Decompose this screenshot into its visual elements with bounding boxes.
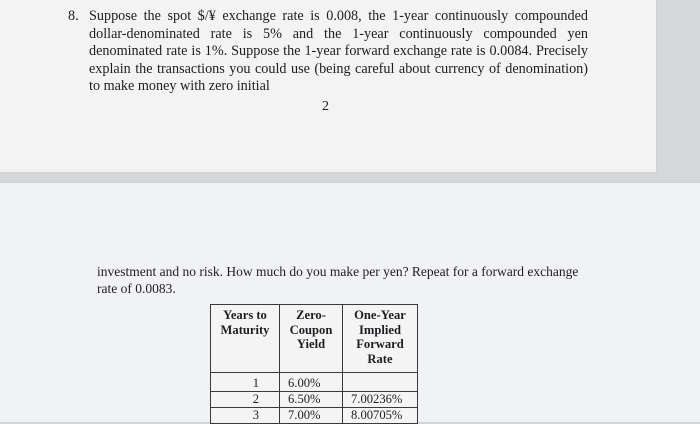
yield-table <box>210 304 418 424</box>
document-page-top <box>0 0 656 172</box>
header-zero-coupon: Zero-Coupon Yield <box>280 305 343 373</box>
cell-maturity: 1 <box>211 373 280 392</box>
cell-zero-coupon: 6.00% <box>280 373 343 392</box>
cell-forward <box>343 373 418 392</box>
continuation-text: investment and no risk. How much do you make per yen? Repeat for a forward exchange rate of 0.0083. <box>97 264 579 296</box>
cell-maturity: 2 <box>211 392 280 408</box>
page-number: 2 <box>322 99 329 114</box>
header-forward-rate: One-Year Implied Forward Rate <box>343 305 418 373</box>
problem-number: 8. <box>68 8 79 24</box>
cell-forward: 7.00236% <box>343 392 418 408</box>
table-row <box>211 392 418 408</box>
cell-zero-coupon: 6.50% <box>280 392 343 408</box>
cell-zero-coupon: 7.00% <box>280 408 343 424</box>
cell-forward: 8.00705% <box>343 408 418 424</box>
problem-statement <box>68 8 588 96</box>
table-header-row <box>211 305 418 373</box>
problem-text: Suppose the spot $/¥ exchange rate is 0.008, the 1-year continuously compounded dollar-denominated rate is 5% and the 1-year continuously compounded yen denominated rate is 1%. Suppose the 1-year forward exchange rate is 0.0084. Precisely explain the transactions you could use (being careful about currency of denomination) to make money with zero initial <box>89 8 588 94</box>
table-row <box>211 373 418 392</box>
table-row <box>211 408 418 424</box>
cell-maturity: 3 <box>211 408 280 424</box>
header-maturity: Years to Maturity <box>211 305 280 373</box>
